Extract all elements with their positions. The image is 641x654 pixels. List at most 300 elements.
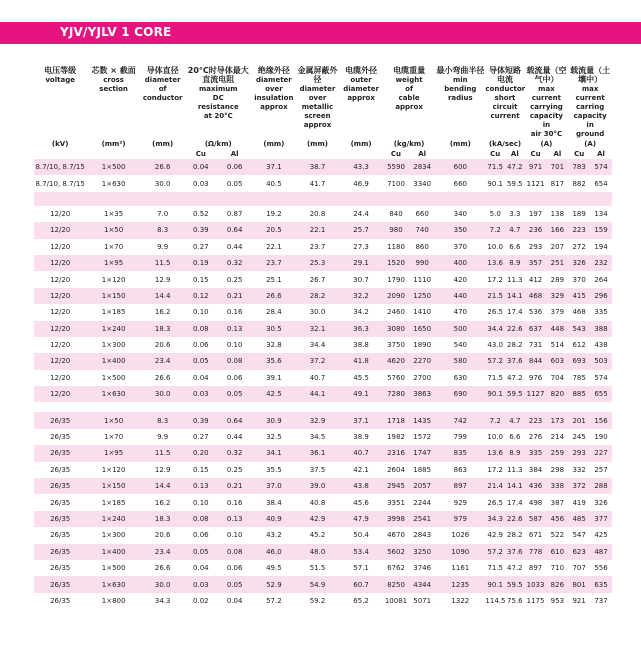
- table-cell: 40.7: [309, 373, 326, 382]
- column-header-en: circuit: [492, 103, 518, 111]
- table-cell: 2700: [413, 373, 432, 382]
- table-cell: 0.04: [226, 596, 243, 605]
- subheader-empty: [86, 150, 141, 159]
- table-cell: 0.19: [184, 255, 217, 271]
- table-cell: 13.6: [485, 445, 505, 461]
- column-header-en: of: [405, 85, 413, 93]
- table-cell: 159: [590, 222, 612, 238]
- table-cell: 603: [546, 353, 568, 369]
- table-cell: 12/20: [34, 353, 86, 369]
- table-cell: 3250: [409, 544, 435, 560]
- table-cell: 1×400: [86, 353, 141, 369]
- table-cell: 49.1: [339, 386, 383, 402]
- table-cell: 0.04: [193, 564, 209, 573]
- table-cell: 232: [590, 255, 612, 271]
- table-cell: 47.2: [507, 564, 523, 573]
- table-cell: 26.5: [487, 498, 504, 507]
- column-header-en: DC: [212, 94, 224, 102]
- table-row: [34, 159, 612, 175]
- table-cell: 14.4: [141, 288, 185, 304]
- table-cell: 400: [435, 255, 485, 271]
- table-cell: 637: [525, 321, 547, 337]
- column-header-en: outer: [350, 76, 372, 84]
- table-cell: 197: [528, 209, 543, 218]
- table-cell: 30.9: [252, 412, 296, 428]
- table-cell: 17.2: [487, 275, 504, 284]
- table-row: [34, 462, 612, 478]
- table-cell: 0.25: [226, 275, 243, 284]
- table-cell: 57.2: [266, 596, 282, 605]
- table-cell: 10.0: [487, 433, 504, 442]
- table-cell: 1520: [383, 255, 409, 271]
- table-cell: 1410: [413, 308, 432, 317]
- table-cell: 448: [546, 321, 568, 337]
- table-cell: 40.9: [252, 511, 296, 527]
- table-cell: 26.6: [154, 373, 171, 382]
- table-cell: 46.9: [353, 179, 369, 188]
- column-header-en: radius: [447, 94, 473, 102]
- table-cell: 2843: [413, 531, 432, 540]
- table-row: [34, 445, 612, 461]
- table-cell: 740: [409, 222, 435, 238]
- table-cell: 51.5: [309, 564, 326, 573]
- table-cell: 1127: [525, 386, 547, 402]
- table-cell: 0.08: [217, 353, 252, 369]
- table-cell: 742: [435, 412, 485, 428]
- table-row: [34, 511, 612, 527]
- table-cell: 7.0: [157, 209, 169, 218]
- table-cell: 32.9: [296, 412, 340, 428]
- column-unit: (mm): [449, 140, 471, 148]
- table-cell: 57.2: [485, 353, 505, 369]
- table-cell: 2834: [409, 159, 435, 175]
- separator-cell: [34, 192, 612, 206]
- table-cell: 0.04: [193, 373, 209, 382]
- table-cell: 438: [594, 341, 608, 350]
- table-cell: 138: [550, 209, 565, 218]
- units-row: [34, 139, 612, 150]
- table-cell: 21.4: [485, 478, 505, 494]
- table-cell: 41.8: [339, 353, 383, 369]
- table-cell: 26/35: [34, 412, 86, 428]
- table-cell: 0.12: [184, 288, 217, 304]
- table-cell: 25.3: [296, 255, 340, 271]
- table-cell: 71.5: [487, 564, 504, 573]
- table-cell: 0.27: [193, 242, 209, 251]
- table-cell: 11.5: [141, 445, 185, 461]
- table-cell: 293: [568, 445, 590, 461]
- table-cell: 785: [572, 373, 586, 382]
- table-cell: 12/20: [34, 288, 86, 304]
- group-separator: [34, 192, 612, 206]
- column-header-en: metallic: [301, 103, 334, 111]
- cable-spec-table: [34, 66, 612, 609]
- table-cell: 543: [568, 321, 590, 337]
- table-cell: 14.1: [505, 288, 525, 304]
- table-cell: 26/35: [50, 498, 71, 507]
- column-header-en: current: [490, 112, 520, 120]
- table-cell: 18.3: [141, 321, 185, 337]
- table-cell: 227: [590, 445, 612, 461]
- table-cell: 90.1: [485, 386, 505, 402]
- table-cell: 9.9: [157, 433, 169, 442]
- table-cell: 580: [435, 353, 485, 369]
- table-cell: 498: [528, 498, 543, 507]
- table-cell: 3.3: [509, 209, 521, 218]
- table-cell: 26/35: [34, 576, 86, 592]
- table-cell: 30.0: [309, 308, 326, 317]
- column-header: [86, 66, 141, 139]
- table-cell: 57.2: [485, 544, 505, 560]
- table-cell: 778: [525, 544, 547, 560]
- column-header-en: diameter: [144, 76, 181, 84]
- column-header: [383, 66, 435, 139]
- table-cell: 1×185: [101, 498, 126, 507]
- table-cell: 5071: [413, 596, 432, 605]
- column-unit: (A): [540, 140, 553, 148]
- table-cell: 44.1: [296, 386, 340, 402]
- column-header-en: conductor: [142, 94, 183, 102]
- table-cell: 0.15: [193, 275, 209, 284]
- table-cell: 820: [546, 386, 568, 402]
- table-cell: 826: [546, 576, 568, 592]
- subheader-material: Cu: [490, 150, 501, 158]
- table-cell: 783: [568, 159, 590, 175]
- table-cell: 21.5: [485, 288, 505, 304]
- table-cell: 623: [568, 544, 590, 560]
- table-cell: 32.5: [266, 433, 282, 442]
- table-cell: 25.7: [339, 222, 383, 238]
- table-cell: 32.1: [296, 321, 340, 337]
- column-header-en: diameter: [299, 85, 336, 93]
- column-header-en: approx: [260, 103, 288, 111]
- table-cell: 860: [415, 242, 429, 251]
- table-cell: 14.1: [505, 478, 525, 494]
- table-cell: 690: [435, 386, 485, 402]
- table-row: [34, 494, 612, 510]
- table-cell: 36.1: [296, 445, 340, 461]
- table-cell: 28.2: [507, 531, 523, 540]
- subheader-row: [34, 150, 612, 159]
- table-cell: 12.9: [154, 465, 171, 474]
- table-cell: 610: [546, 544, 568, 560]
- table-cell: 0.32: [217, 255, 252, 271]
- table-cell: 20.8: [309, 209, 326, 218]
- table-cell: 34.3: [154, 596, 171, 605]
- table-cell: 37.1: [339, 412, 383, 428]
- table-cell: 37.1: [252, 159, 296, 175]
- table-cell: 42.9: [296, 511, 340, 527]
- table-cell: 3750: [387, 341, 405, 350]
- column-header-en: current: [575, 94, 605, 102]
- table-cell: 214: [550, 433, 565, 442]
- subheader-empty: [252, 150, 296, 159]
- table-cell: 29.1: [339, 255, 383, 271]
- table-cell: 37.5: [309, 465, 326, 474]
- table-cell: 1161: [451, 564, 470, 573]
- table-cell: 34.2: [353, 308, 369, 317]
- column-header-zh: 芯数 × 截面: [91, 66, 136, 75]
- table-cell: 0.39: [184, 222, 217, 238]
- table-cell: 43.2: [266, 531, 282, 540]
- column-header-en: bending: [444, 85, 477, 93]
- table-cell: 43.3: [339, 159, 383, 175]
- table-cell: 487: [590, 544, 612, 560]
- table-row: [34, 412, 612, 428]
- table-cell: 1650: [409, 321, 435, 337]
- table-cell: 8.7/10, 8.7/15: [35, 179, 85, 188]
- subheader-empty: [339, 150, 383, 159]
- table-cell: 979: [435, 511, 485, 527]
- subheader-material: Al: [597, 150, 605, 158]
- table-cell: 12/20: [34, 222, 86, 238]
- table-cell: 350: [435, 222, 485, 238]
- column-header-en: conductor: [485, 85, 526, 93]
- table-cell: 370: [572, 275, 586, 284]
- column-header-en: over: [308, 94, 327, 102]
- table-cell: 0.16: [226, 498, 243, 507]
- table-cell: 2270: [409, 353, 435, 369]
- table-cell: 17.4: [507, 308, 523, 317]
- header-row: [34, 66, 612, 139]
- table-cell: 60.7: [339, 576, 383, 592]
- table-row: [34, 478, 612, 494]
- table-cell: 8.9: [505, 445, 525, 461]
- table-cell: 43.0: [487, 341, 504, 350]
- table-cell: 26.6: [141, 159, 185, 175]
- table-cell: 11.3: [507, 275, 523, 284]
- table-row: [34, 288, 612, 304]
- table-cell: 41.7: [309, 179, 326, 188]
- column-header-en: screen: [304, 112, 331, 120]
- table-cell: 17.2: [487, 465, 504, 474]
- table-cell: 25.1: [266, 275, 282, 284]
- table-cell: 20.5: [252, 222, 296, 238]
- table-cell: 12/20: [34, 255, 86, 271]
- table-row: [34, 560, 612, 576]
- table-cell: 34.4: [309, 341, 326, 350]
- table-cell: 2541: [409, 511, 435, 527]
- column-unit: (kA/sec): [488, 140, 522, 148]
- table-cell: 38.9: [353, 433, 369, 442]
- table-cell: 245: [572, 433, 586, 442]
- table-cell: 34.1: [252, 445, 296, 461]
- table-cell: 26.7: [309, 275, 326, 284]
- table-cell: 32.8: [266, 341, 282, 350]
- column-header-zh: 电压等级: [44, 66, 77, 75]
- table-cell: 0.05: [217, 386, 252, 402]
- table-cell: 59.5: [505, 386, 525, 402]
- table-cell: 0.21: [217, 478, 252, 494]
- table-cell: 27.3: [353, 242, 369, 251]
- table-cell: 289: [550, 275, 565, 284]
- table-cell: 0.06: [226, 373, 243, 382]
- table-cell: 6.6: [509, 242, 521, 251]
- table-cell: 40.8: [309, 498, 326, 507]
- table-cell: 0.32: [217, 445, 252, 461]
- table-cell: 5760: [387, 373, 405, 382]
- table-cell: 1747: [409, 445, 435, 461]
- table-cell: 799: [453, 433, 468, 442]
- table-cell: 0.64: [217, 412, 252, 428]
- table-cell: 503: [590, 353, 612, 369]
- table-cell: 134: [594, 209, 608, 218]
- table-cell: 1890: [413, 341, 432, 350]
- table-cell: 28.2: [507, 341, 523, 350]
- table-cell: 0.06: [193, 531, 209, 540]
- table-cell: 223: [568, 222, 590, 238]
- table-cell: 28.4: [266, 308, 282, 317]
- table-cell: 1175: [526, 596, 545, 605]
- table-cell: 1×150: [86, 478, 141, 494]
- table-cell: 18.3: [141, 511, 185, 527]
- table-cell: 5.0: [489, 209, 501, 218]
- table-cell: 46.0: [252, 544, 296, 560]
- column-unit: (kV): [51, 140, 69, 148]
- table-cell: 468: [572, 308, 586, 317]
- column-header-en: over: [265, 85, 283, 93]
- table-cell: 14.4: [141, 478, 185, 494]
- table-cell: 4.7: [505, 412, 525, 428]
- table-cell: 1090: [435, 544, 485, 560]
- table-cell: 0.08: [184, 321, 217, 337]
- column-header-zh: 最小弯曲半径: [436, 66, 485, 75]
- table-cell: 335: [525, 445, 547, 461]
- table-cell: 90.1: [487, 179, 504, 188]
- column-header: [141, 66, 185, 139]
- table-cell: 23.7: [252, 255, 296, 271]
- table-cell: 71.5: [485, 159, 505, 175]
- table-cell: 26/35: [34, 544, 86, 560]
- table-cell: 189: [572, 209, 586, 218]
- table-cell: 1×150: [86, 288, 141, 304]
- column-header: [296, 66, 340, 139]
- table-cell: 329: [546, 288, 568, 304]
- table-cell: 600: [435, 159, 485, 175]
- table-cell: 654: [594, 179, 608, 188]
- table-cell: 335: [594, 308, 608, 317]
- table-cell: 114.5: [485, 596, 506, 605]
- table-cell: 2057: [409, 478, 435, 494]
- column-header: [525, 66, 569, 139]
- table-cell: 3351: [387, 498, 405, 507]
- table-cell: 7.2: [485, 412, 505, 428]
- page-title: YJV/YJLV 1 CORE: [60, 25, 172, 39]
- column-header-en: at 20°C: [203, 112, 233, 120]
- table-cell: 9.9: [157, 242, 169, 251]
- column-unit: (mm): [350, 140, 372, 148]
- table-cell: 370: [453, 242, 468, 251]
- table-cell: 660: [453, 179, 468, 188]
- column-header-zh: 导体直径: [146, 66, 179, 75]
- subheader-material: Cu: [390, 150, 402, 158]
- table-cell: 412: [528, 275, 543, 284]
- column-header-en: air 30°C: [530, 130, 563, 138]
- table-cell: 24.4: [353, 209, 369, 218]
- table-cell: 921: [572, 596, 586, 605]
- table-cell: 436: [525, 478, 547, 494]
- column-header-zh: 绝缘外径: [257, 66, 290, 75]
- table-cell: 1×400: [86, 544, 141, 560]
- table-cell: 1×50: [86, 412, 141, 428]
- table-row: [34, 544, 612, 560]
- table-cell: 1×95: [86, 255, 141, 271]
- table-cell: 574: [594, 373, 608, 382]
- table-cell: 731: [528, 341, 543, 350]
- table-cell: 30.5: [252, 321, 296, 337]
- table-cell: 57.1: [353, 564, 369, 573]
- column-header: [339, 66, 383, 139]
- column-header: [34, 66, 86, 139]
- table-cell: 844: [525, 353, 547, 369]
- table-cell: 0.13: [184, 478, 217, 494]
- table-cell: 612: [572, 341, 586, 350]
- table-cell: 2604: [387, 465, 405, 474]
- table-cell: 223: [525, 412, 547, 428]
- table-cell: 22.6: [505, 511, 525, 527]
- table-cell: 207: [550, 242, 565, 251]
- table-cell: 26/35: [34, 511, 86, 527]
- column-header-en: section: [99, 85, 128, 93]
- table-cell: 1×500: [101, 373, 126, 382]
- table-cell: 28.2: [296, 288, 340, 304]
- table-cell: 701: [546, 159, 568, 175]
- subheader-material: Al: [230, 150, 239, 158]
- subheader-material: Al: [510, 150, 519, 158]
- table-body: [34, 159, 612, 609]
- table-cell: 0.20: [184, 445, 217, 461]
- table-cell: 3340: [413, 179, 432, 188]
- table-cell: 737: [594, 596, 608, 605]
- table-cell: 26/35: [50, 564, 71, 573]
- table-cell: 0.44: [226, 433, 243, 442]
- table-cell: 1235: [435, 576, 485, 592]
- table-cell: 90.1: [485, 576, 505, 592]
- table-cell: 415: [568, 288, 590, 304]
- table-cell: 840: [389, 209, 403, 218]
- table-cell: 440: [435, 288, 485, 304]
- table-cell: 1×120: [101, 465, 126, 474]
- table-cell: 574: [590, 159, 612, 175]
- column-header-en: insulation: [254, 94, 294, 102]
- subheader-material: Cu: [574, 150, 585, 158]
- table-cell: 26/35: [50, 465, 71, 474]
- table-cell: 3080: [383, 321, 409, 337]
- column-header: [568, 66, 612, 139]
- column-header: [252, 66, 296, 139]
- table-cell: 976: [528, 373, 543, 382]
- table-cell: 264: [594, 275, 608, 284]
- table-cell: 0.05: [184, 544, 217, 560]
- table-cell: 298: [550, 465, 565, 474]
- table-cell: 26/35: [50, 596, 71, 605]
- table-cell: 379: [550, 308, 565, 317]
- table-cell: 53.4: [339, 544, 383, 560]
- table-cell: 34.3: [485, 511, 505, 527]
- table-cell: 990: [409, 255, 435, 271]
- table-cell: 4670: [387, 531, 405, 540]
- table-cell: 52.9: [252, 576, 296, 592]
- column-header: [435, 66, 485, 139]
- table-row: [34, 593, 612, 609]
- table-cell: 1322: [451, 596, 470, 605]
- table-cell: 456: [546, 511, 568, 527]
- table-cell: 1×240: [86, 511, 141, 527]
- table-cell: 0.08: [184, 511, 217, 527]
- table-cell: 8250: [383, 576, 409, 592]
- table-cell: 1×300: [101, 531, 126, 540]
- table-cell: 6.6: [509, 433, 521, 442]
